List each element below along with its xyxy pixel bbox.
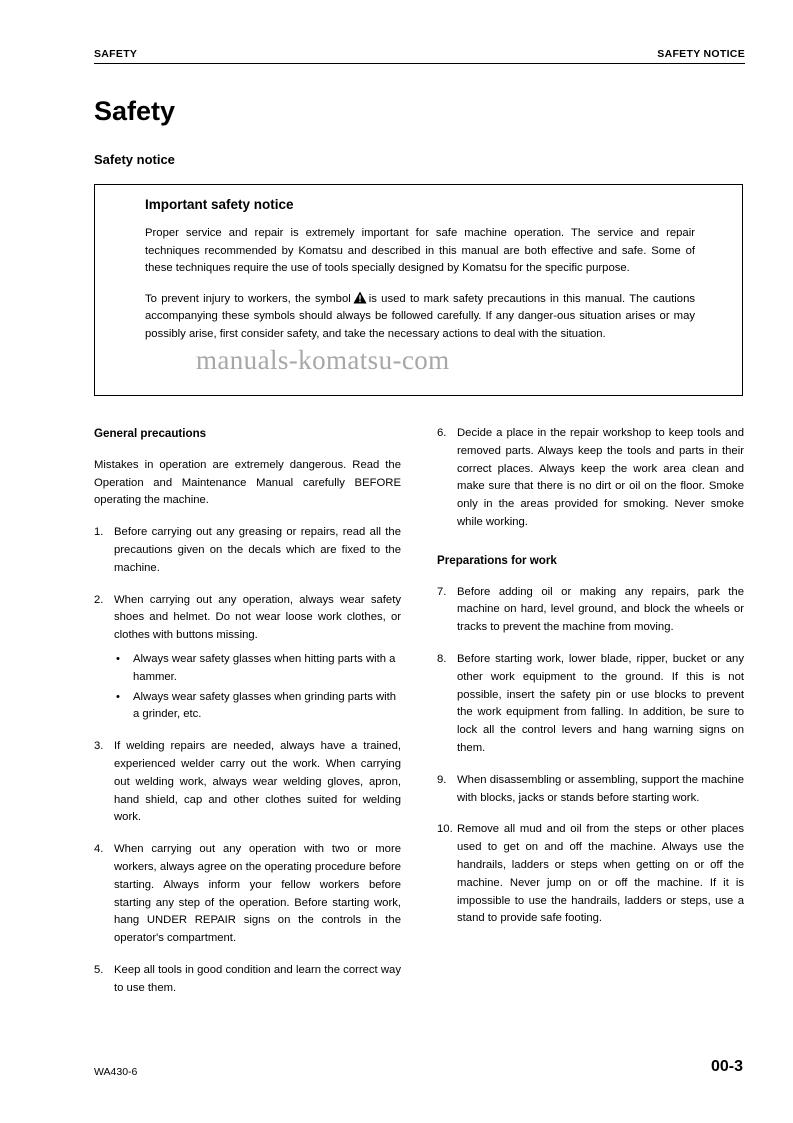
sub-bullet-list xyxy=(114,651,401,724)
footer-page-number: 00-3 xyxy=(710,1058,743,1075)
page-title: Safety xyxy=(94,96,176,126)
left-column xyxy=(94,425,401,1012)
list-item-number: 5. xyxy=(94,963,104,976)
preparations-for-work-list xyxy=(437,584,744,929)
bullet-marker: • xyxy=(116,652,120,665)
list-item xyxy=(94,524,401,577)
list-item-number: 8. xyxy=(437,652,447,665)
list-item-number: 10. xyxy=(437,823,453,836)
list-item-text: Before adding oil or making any repairs, park the machine on hard, level ground, and block the wheels or tracks to prevent the machine from moving. xyxy=(457,585,744,634)
general-precautions-list xyxy=(94,524,401,997)
list-item-text: Before carrying out any greasing or repairs, read all the precautions given on the decals which are fixed to the machine. xyxy=(114,526,401,574)
list-item xyxy=(437,584,744,637)
list-item xyxy=(114,689,401,725)
watermark: manuals-komatsu-com xyxy=(196,345,450,375)
list-item-number: 9. xyxy=(437,773,447,786)
list-item xyxy=(94,962,401,998)
notice-paragraph-1: Proper service and repair is extremely important for safe machine operation. The service and repair techniques recommended by Komatsu and described in this manual are both effective and safe. Some of these techniques require the use of tools specially designed by Komatsu for the specific purpose. xyxy=(145,227,695,275)
notice-body xyxy=(145,225,695,357)
list-item xyxy=(437,651,744,758)
header-left-label: SAFETY xyxy=(94,48,138,60)
list-item-number: 2. xyxy=(94,593,104,606)
list-item-text: Before starting work, lower blade, ripper, bucket or any other work equipment to the ground. If this is not possible, insert the safety pin or use blocks to prevent the work equipment from falling. In addition, be sure to lock all the control levers and hang warning signs on them. xyxy=(457,652,744,754)
list-item-number: 1. xyxy=(94,526,104,539)
footer-model: WA430-6 xyxy=(94,1066,138,1078)
list-item xyxy=(114,651,401,687)
list-item-text: Always wear safety glasses when grinding parts with a grinder, etc. xyxy=(133,690,397,721)
list-item xyxy=(94,592,401,725)
list-item xyxy=(437,772,744,808)
list-item xyxy=(437,821,744,928)
preparations-for-work-heading: Preparations for work xyxy=(437,553,557,567)
header-right-label: SAFETY NOTICE xyxy=(657,48,745,60)
list-item-text: Remove all mud and oil from the steps or other places used to get on and off the machine. Always use the handrails, ladders or steps when getting on or off the machine. Never jump on or off the machine. If it is impossible to use the handrails, ladders or steps, use a stand to provide safe footing. xyxy=(457,823,744,925)
list-item xyxy=(437,425,744,532)
general-precautions-heading: General precautions xyxy=(94,427,207,440)
list-item xyxy=(94,738,401,827)
warning-triangle-icon xyxy=(353,291,367,304)
list-item-text: When disassembling or assembling, support the machine with blocks, jacks or stands before starting work. xyxy=(457,773,744,804)
list-item-text: When carrying out any operation, always wear safety shoes and helmet. Do not wear loose work clothes, or clothes with buttons missing. xyxy=(114,593,401,642)
general-precautions-intro: Mistakes in operation are extremely dangerous. Read the Operation and Maintenance Manual carefully BEFORE operating the machine. xyxy=(94,458,401,507)
right-column xyxy=(437,425,744,942)
notice-title: Important safety notice xyxy=(145,197,294,212)
running-header xyxy=(94,48,745,60)
list-item-text: Always wear safety glasses when hitting parts with a hammer. xyxy=(133,652,396,683)
list-item-text: Keep all tools in good condition and learn the correct way to use them. xyxy=(114,963,401,994)
list-item-number: 3. xyxy=(94,740,104,753)
list-item-text: When carrying out any operation with two or more workers, always agree on the operating procedure before starting. Always inform your fellow workers before starting any step of the operation. Before starting work, hang UNDER REPAIR signs on the controls in the operator's compartment. xyxy=(114,843,401,945)
notice-paragraph-2 xyxy=(145,291,695,344)
important-safety-notice-box xyxy=(94,184,743,396)
list-item-number: 6. xyxy=(437,427,447,439)
general-precautions-list-continued xyxy=(437,425,744,532)
notice-paragraph-2-before: To prevent injury to workers, the symbol xyxy=(145,292,351,305)
list-item xyxy=(94,841,401,948)
bullet-marker: • xyxy=(116,690,120,703)
header-rule xyxy=(94,63,745,64)
list-item-text: If welding repairs are needed, always have a trained, experienced welder carry out the work. When carrying out welding work, always wear welding gloves, apron, hand shield, cap and other clothes suited for welding work. xyxy=(114,740,401,824)
list-item-number: 4. xyxy=(94,843,104,856)
notice-paragraph-2-after: is used to mark safety precautions in this manual. The cautions accompanying these symbols should always be followed carefully. If any danger-ous situation arises or may possibly arise, first consider safety, and take the necessary actions to deal with the situation. xyxy=(145,292,695,340)
list-item-text: Decide a place in the repair workshop to keep tools and removed parts. Always keep the tools and parts in their correct places. Always keep the work area clean and make sure that there is no dirt or oil on the floor. Smoke only in the areas provided for smoking. Never smoke while working. xyxy=(457,427,744,528)
list-item-number: 7. xyxy=(437,585,447,598)
page-subtitle: Safety notice xyxy=(94,152,175,167)
